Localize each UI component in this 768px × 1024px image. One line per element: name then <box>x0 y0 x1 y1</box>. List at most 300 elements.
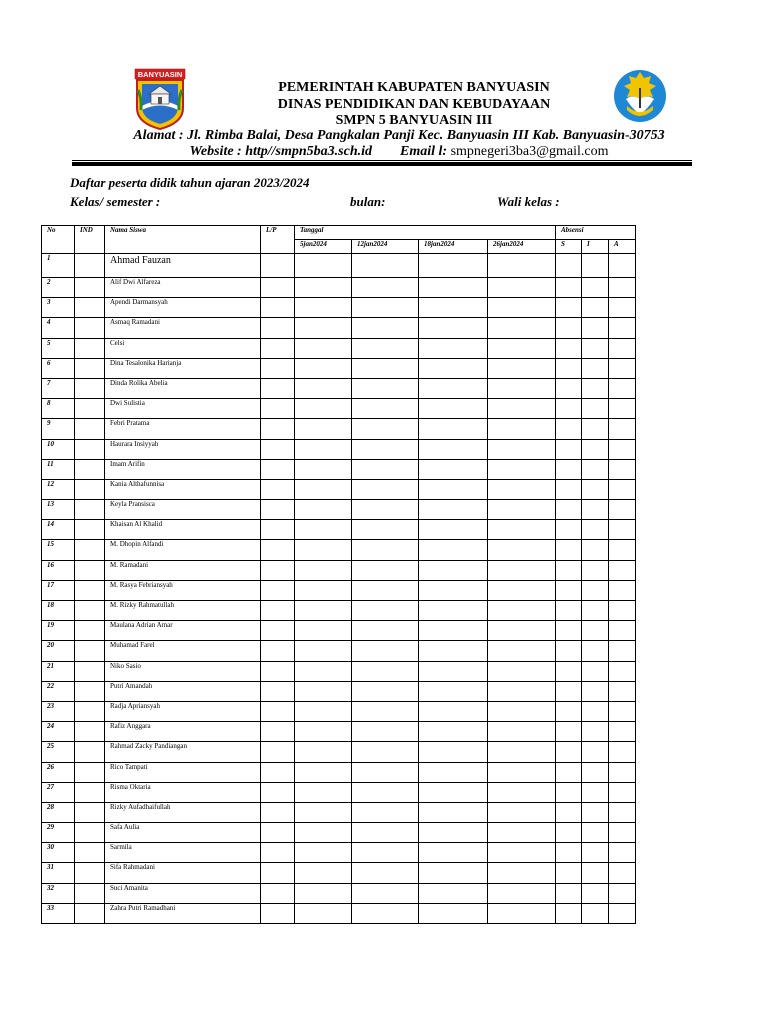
date-cell <box>295 520 352 540</box>
student-name: M. Dhopin Alfandi <box>105 540 261 560</box>
student-name: Dinda Rolika Abelia <box>105 378 261 398</box>
ind-cell <box>75 254 105 278</box>
ind-cell <box>75 318 105 338</box>
date-cell <box>295 802 352 822</box>
date-cell <box>295 843 352 863</box>
date-cell <box>352 701 419 721</box>
ind-cell <box>75 843 105 863</box>
table-row <box>42 254 636 278</box>
date-cell <box>419 479 488 499</box>
date-cell <box>352 601 419 621</box>
absensi-cell-i <box>582 701 609 721</box>
date-cell <box>419 500 488 520</box>
gov-name: PEMERINTAH KABUPATEN BANYUASIN <box>278 80 550 95</box>
date-cell <box>488 661 556 681</box>
date-cell <box>488 782 556 802</box>
student-name: Safa Aulia <box>105 823 261 843</box>
absensi-cell-a <box>609 863 636 883</box>
absensi-cell-i <box>582 823 609 843</box>
ind-cell <box>75 661 105 681</box>
date-cell <box>419 439 488 459</box>
row-number: 28 <box>42 802 75 822</box>
table-row <box>42 883 636 903</box>
date-cell <box>352 318 419 338</box>
student-name: Keyla Pransisca <box>105 500 261 520</box>
lp-cell <box>261 399 295 419</box>
lp-cell <box>261 601 295 621</box>
absensi-cell-i <box>582 601 609 621</box>
date-cell <box>295 479 352 499</box>
table-row <box>42 439 636 459</box>
kelas-semester-label: Kelas/ semester : <box>70 194 161 209</box>
absensi-cell-i <box>582 540 609 560</box>
absensi-cell-i <box>582 459 609 479</box>
date-cell <box>352 843 419 863</box>
table-row <box>42 762 636 782</box>
row-number: 12 <box>42 479 75 499</box>
table-row <box>42 338 636 358</box>
date-cell <box>419 883 488 903</box>
absensi-cell-i <box>582 358 609 378</box>
date-cell <box>352 742 419 762</box>
absensi-cell-i <box>582 318 609 338</box>
date-cell <box>419 399 488 419</box>
date-cell <box>419 661 488 681</box>
absensi-cell-a <box>609 318 636 338</box>
student-name: Ahmad Fauzan <box>105 254 261 278</box>
absensi-cell-s <box>556 742 582 762</box>
date-cell <box>295 378 352 398</box>
row-number: 19 <box>42 621 75 641</box>
absensi-cell-s <box>556 540 582 560</box>
ind-cell <box>75 742 105 762</box>
absensi-cell-a <box>609 459 636 479</box>
date-cell <box>488 903 556 923</box>
ind-cell <box>75 823 105 843</box>
absensi-cell-a <box>609 298 636 318</box>
table-row <box>42 419 636 439</box>
date-cell <box>488 439 556 459</box>
student-name: Rafiz Anggara <box>105 722 261 742</box>
date-cell <box>295 338 352 358</box>
table-row <box>42 560 636 580</box>
date-cell <box>352 254 419 278</box>
date-cell <box>419 601 488 621</box>
date-cell <box>295 419 352 439</box>
abs-header-i: I <box>582 240 609 254</box>
date-cell <box>295 782 352 802</box>
date-cell <box>419 863 488 883</box>
row-number: 22 <box>42 681 75 701</box>
date-cell <box>295 540 352 560</box>
table-row <box>42 641 636 661</box>
date-cell <box>488 742 556 762</box>
absensi-cell-s <box>556 419 582 439</box>
student-name: Suci Amanita <box>105 883 261 903</box>
date-cell <box>488 500 556 520</box>
lp-cell <box>261 419 295 439</box>
ind-cell <box>75 459 105 479</box>
date-cell <box>295 298 352 318</box>
absensi-cell-a <box>609 742 636 762</box>
date-cell <box>352 358 419 378</box>
absensi-cell-s <box>556 601 582 621</box>
absensi-cell-s <box>556 358 582 378</box>
date-cell <box>419 378 488 398</box>
ind-cell <box>75 681 105 701</box>
row-number: 6 <box>42 358 75 378</box>
lp-cell <box>261 560 295 580</box>
table-row <box>42 863 636 883</box>
absensi-cell-s <box>556 254 582 278</box>
ind-cell <box>75 560 105 580</box>
lp-cell <box>261 681 295 701</box>
absensi-cell-i <box>582 580 609 600</box>
row-number: 8 <box>42 399 75 419</box>
date-cell <box>419 459 488 479</box>
date-cell <box>488 560 556 580</box>
school-name: SMPN 5 BANYUASIN III <box>335 113 493 128</box>
student-name: Risma Oktaria <box>105 782 261 802</box>
ind-cell <box>75 479 105 499</box>
date-cell <box>295 278 352 298</box>
date-cell <box>352 802 419 822</box>
absensi-cell-s <box>556 560 582 580</box>
date-cell <box>352 540 419 560</box>
ind-cell <box>75 782 105 802</box>
date-cell <box>295 722 352 742</box>
col-lp-header: L/P <box>261 226 295 254</box>
absensi-cell-i <box>582 298 609 318</box>
lp-cell <box>261 782 295 802</box>
date-cell <box>419 318 488 338</box>
date-cell <box>295 641 352 661</box>
absensi-cell-a <box>609 903 636 923</box>
student-name: Maulana Adrian Amar <box>105 621 261 641</box>
absensi-cell-a <box>609 802 636 822</box>
date-header-4: 26jan2024 <box>488 240 556 254</box>
ind-cell <box>75 278 105 298</box>
ind-cell <box>75 358 105 378</box>
student-name: Imam Arifin <box>105 459 261 479</box>
absensi-cell-i <box>582 419 609 439</box>
student-name: M. Rizky Rahmatullah <box>105 601 261 621</box>
absensi-cell-i <box>582 399 609 419</box>
date-cell <box>352 459 419 479</box>
absensi-cell-s <box>556 479 582 499</box>
date-cell <box>295 580 352 600</box>
student-name: Kania Althafunnisa <box>105 479 261 499</box>
ind-cell <box>75 419 105 439</box>
date-cell <box>295 742 352 762</box>
absensi-cell-a <box>609 823 636 843</box>
date-cell <box>295 823 352 843</box>
absensi-cell-a <box>609 254 636 278</box>
lp-cell <box>261 479 295 499</box>
table-row <box>42 621 636 641</box>
date-cell <box>419 520 488 540</box>
absensi-cell-i <box>582 782 609 802</box>
date-cell <box>488 298 556 318</box>
table-row <box>42 681 636 701</box>
lp-cell <box>261 863 295 883</box>
date-cell <box>295 500 352 520</box>
lp-cell <box>261 298 295 318</box>
email-value: smpnegeri3ba3@gmail.com <box>450 144 609 159</box>
absensi-cell-a <box>609 278 636 298</box>
lp-cell <box>261 701 295 721</box>
date-cell <box>488 318 556 338</box>
date-cell <box>352 298 419 318</box>
row-number: 9 <box>42 419 75 439</box>
absensi-cell-i <box>582 661 609 681</box>
lp-cell <box>261 580 295 600</box>
date-cell <box>352 863 419 883</box>
date-cell <box>488 843 556 863</box>
table-row <box>42 298 636 318</box>
date-cell <box>488 580 556 600</box>
absensi-cell-s <box>556 621 582 641</box>
absensi-cell-a <box>609 540 636 560</box>
table-row <box>42 358 636 378</box>
date-cell <box>295 560 352 580</box>
date-cell <box>295 863 352 883</box>
date-cell <box>295 459 352 479</box>
row-number: 18 <box>42 601 75 621</box>
table-row <box>42 520 636 540</box>
col-ind-header: IND <box>75 226 105 254</box>
row-number: 24 <box>42 722 75 742</box>
row-number: 31 <box>42 863 75 883</box>
absensi-cell-s <box>556 701 582 721</box>
date-cell <box>295 621 352 641</box>
absensi-cell-s <box>556 378 582 398</box>
row-number: 33 <box>42 903 75 923</box>
absensi-cell-s <box>556 883 582 903</box>
col-tanggal-header: Tanggal <box>295 226 556 240</box>
student-name: Febri Pratama <box>105 419 261 439</box>
website-text: Website : http//smpn5ba3.sch.id <box>189 144 373 159</box>
table-row <box>42 378 636 398</box>
lp-cell <box>261 641 295 661</box>
table-row <box>42 742 636 762</box>
absensi-cell-s <box>556 298 582 318</box>
ind-cell <box>75 520 105 540</box>
date-cell <box>352 641 419 661</box>
student-name: Muhamad Farel <box>105 641 261 661</box>
student-name: Dina Tesalonika Harianja <box>105 358 261 378</box>
absensi-cell-s <box>556 318 582 338</box>
date-cell <box>419 722 488 742</box>
date-cell <box>488 459 556 479</box>
lp-cell <box>261 762 295 782</box>
school-address: Alamat : Jl. Rimba Balai, Desa Pangkalan Panji Kec. Banyuasin III Kab. Banyuasin-30753 <box>133 128 665 143</box>
absensi-cell-a <box>609 621 636 641</box>
row-number: 17 <box>42 580 75 600</box>
date-cell <box>419 580 488 600</box>
date-cell <box>488 701 556 721</box>
lp-cell <box>261 278 295 298</box>
absensi-cell-a <box>609 601 636 621</box>
ind-cell <box>75 338 105 358</box>
table-row <box>42 701 636 721</box>
date-cell <box>352 278 419 298</box>
lp-cell <box>261 661 295 681</box>
student-name: Sarmila <box>105 843 261 863</box>
row-number: 7 <box>42 378 75 398</box>
absensi-cell-a <box>609 358 636 378</box>
date-cell <box>488 762 556 782</box>
date-header-3: 18jan2024 <box>419 240 488 254</box>
date-cell <box>352 560 419 580</box>
student-name: Haurara Insiyyah <box>105 439 261 459</box>
absensi-cell-s <box>556 762 582 782</box>
absensi-cell-i <box>582 479 609 499</box>
row-number: 16 <box>42 560 75 580</box>
lp-cell <box>261 742 295 762</box>
date-cell <box>488 278 556 298</box>
ind-cell <box>75 601 105 621</box>
date-cell <box>295 254 352 278</box>
date-cell <box>352 500 419 520</box>
student-name: Asmaq Ramadani <box>105 318 261 338</box>
row-number: 5 <box>42 338 75 358</box>
absensi-cell-a <box>609 782 636 802</box>
date-cell <box>352 823 419 843</box>
table-row <box>42 903 636 923</box>
date-cell <box>352 661 419 681</box>
absensi-cell-i <box>582 802 609 822</box>
row-number: 23 <box>42 701 75 721</box>
table-row <box>42 722 636 742</box>
absensi-cell-a <box>609 419 636 439</box>
document-title: Daftar peserta didik tahun ajaran 2023/2024 <box>70 175 310 190</box>
date-cell <box>419 254 488 278</box>
date-cell <box>419 419 488 439</box>
lp-cell <box>261 500 295 520</box>
date-cell <box>295 903 352 923</box>
table-row <box>42 399 636 419</box>
col-name-header: Nama Siswa <box>105 226 261 254</box>
date-cell <box>352 520 419 540</box>
table-row <box>42 823 636 843</box>
date-cell <box>488 338 556 358</box>
ind-cell <box>75 580 105 600</box>
absensi-cell-i <box>582 883 609 903</box>
absensi-cell-s <box>556 903 582 923</box>
ind-cell <box>75 378 105 398</box>
date-cell <box>352 479 419 499</box>
ind-cell <box>75 722 105 742</box>
row-number: 25 <box>42 742 75 762</box>
table-row <box>42 278 636 298</box>
ind-cell <box>75 701 105 721</box>
date-header-1: 5jan2024 <box>295 240 352 254</box>
lp-cell <box>261 318 295 338</box>
absensi-cell-a <box>609 641 636 661</box>
absensi-cell-i <box>582 338 609 358</box>
absensi-cell-s <box>556 500 582 520</box>
absensi-cell-a <box>609 681 636 701</box>
date-cell <box>295 762 352 782</box>
ind-cell <box>75 762 105 782</box>
ind-cell <box>75 399 105 419</box>
absensi-cell-s <box>556 439 582 459</box>
student-name: Rico Tampati <box>105 762 261 782</box>
table-row <box>42 540 636 560</box>
absensi-cell-i <box>582 681 609 701</box>
absensi-cell-a <box>609 560 636 580</box>
absensi-cell-s <box>556 802 582 822</box>
bulan-label: bulan: <box>350 194 386 209</box>
date-cell <box>488 601 556 621</box>
absensi-cell-i <box>582 903 609 923</box>
date-cell <box>419 782 488 802</box>
table-row <box>42 802 636 822</box>
date-cell <box>419 540 488 560</box>
row-number: 4 <box>42 318 75 338</box>
absensi-cell-i <box>582 641 609 661</box>
date-cell <box>352 722 419 742</box>
table-row <box>42 479 636 499</box>
date-cell <box>488 399 556 419</box>
student-name: Apendi Darmansyah <box>105 298 261 318</box>
absensi-cell-a <box>609 661 636 681</box>
student-name: Niko Sasio <box>105 661 261 681</box>
absensi-cell-a <box>609 762 636 782</box>
absensi-cell-s <box>556 681 582 701</box>
absensi-cell-i <box>582 621 609 641</box>
absensi-cell-i <box>582 843 609 863</box>
student-name: Rahmad Zacky Pandiangan <box>105 742 261 762</box>
date-cell <box>295 661 352 681</box>
header-row-1 <box>42 226 636 240</box>
date-cell <box>352 883 419 903</box>
table-row <box>42 601 636 621</box>
lp-cell <box>261 459 295 479</box>
date-cell <box>295 681 352 701</box>
absensi-cell-i <box>582 520 609 540</box>
date-cell <box>488 641 556 661</box>
letterhead-rule-thick <box>72 162 692 166</box>
date-cell <box>419 338 488 358</box>
lp-cell <box>261 540 295 560</box>
date-cell <box>488 681 556 701</box>
date-cell <box>488 378 556 398</box>
ind-cell <box>75 298 105 318</box>
row-number: 20 <box>42 641 75 661</box>
lp-cell <box>261 802 295 822</box>
student-name: Dwi Sulistia <box>105 399 261 419</box>
absensi-cell-a <box>609 701 636 721</box>
date-cell <box>488 823 556 843</box>
date-cell <box>295 318 352 338</box>
student-name: Zahra Putri Ramadhani <box>105 903 261 923</box>
date-cell <box>352 378 419 398</box>
ind-cell <box>75 621 105 641</box>
date-cell <box>295 883 352 903</box>
table-row <box>42 843 636 863</box>
absensi-cell-s <box>556 843 582 863</box>
date-cell <box>419 560 488 580</box>
absensi-cell-s <box>556 863 582 883</box>
lp-cell <box>261 378 295 398</box>
date-cell <box>295 399 352 419</box>
lp-cell <box>261 621 295 641</box>
absensi-cell-s <box>556 661 582 681</box>
ind-cell <box>75 439 105 459</box>
table-row <box>42 459 636 479</box>
